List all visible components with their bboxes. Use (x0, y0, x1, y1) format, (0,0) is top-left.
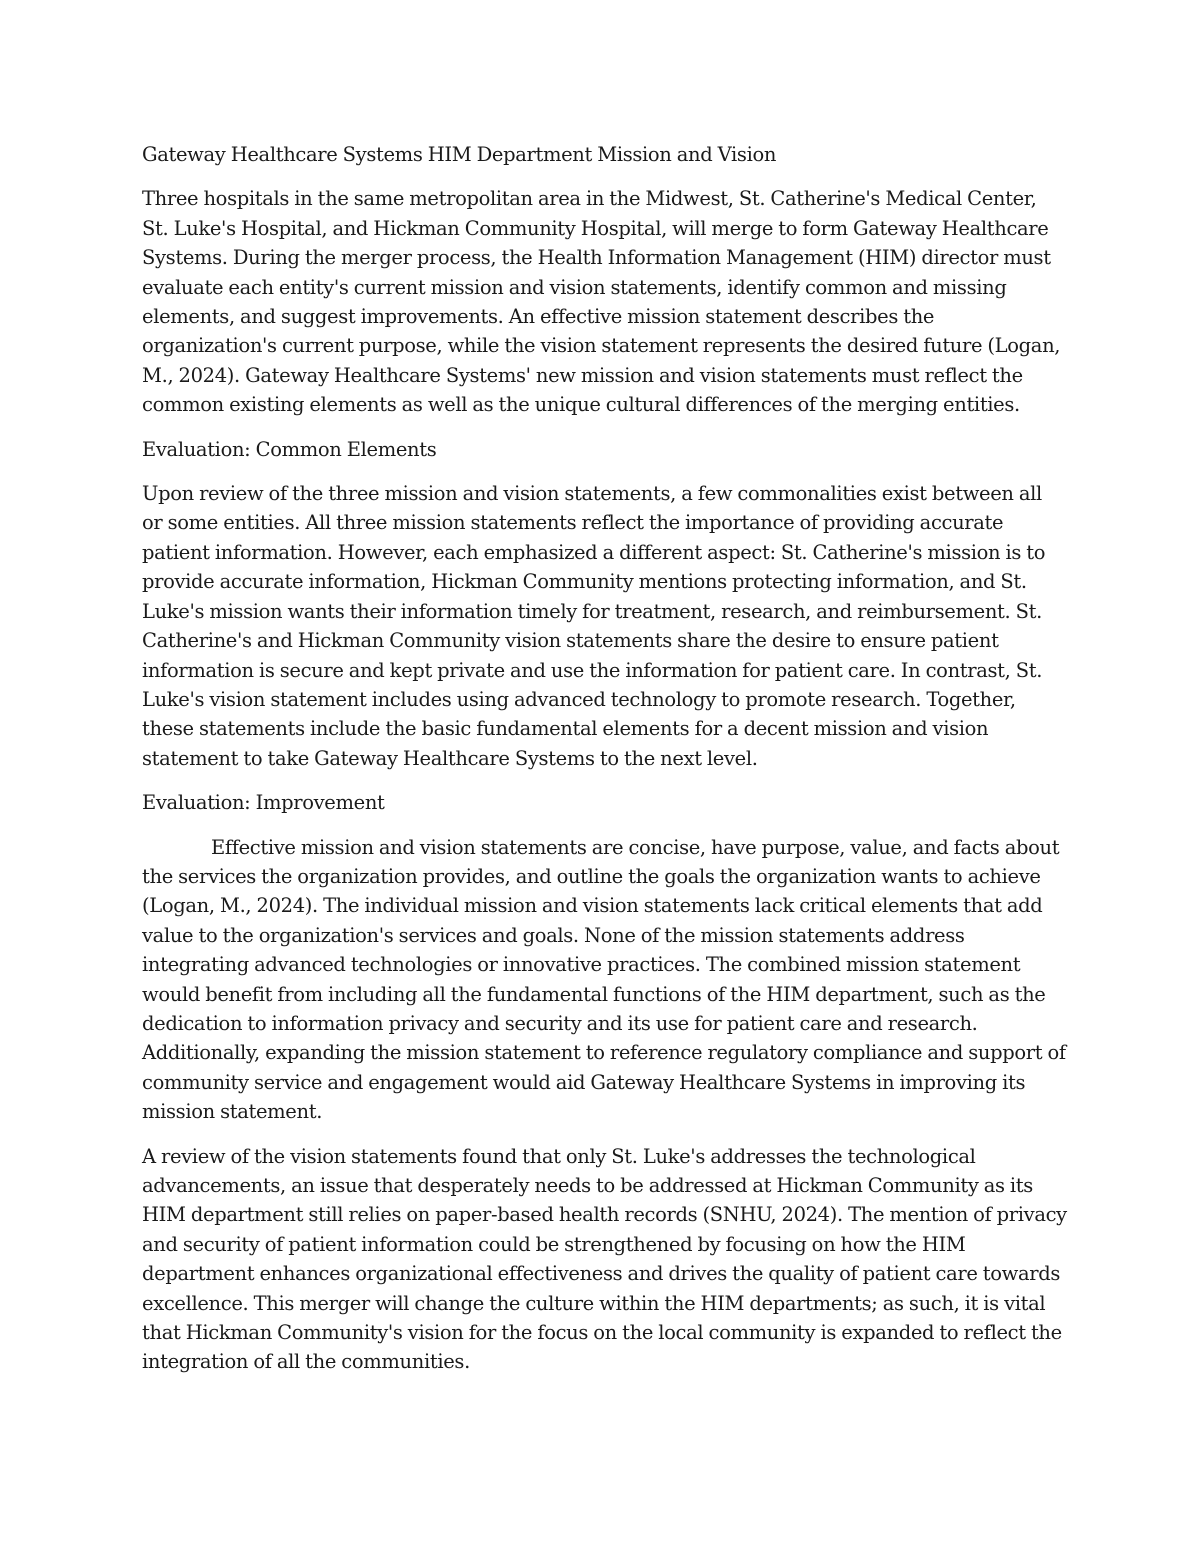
document-title: Gateway Healthcare Systems HIM Department Mission and Vision (142, 143, 777, 166)
improvement-paragraph-1: Effective mission and vision statements are concise, have purpose, value, and facts about the services the organization provides, and outline the goals the organization wants to achieve (Logan, M., 2024). The individual mission and vision statements lack critical elements that add value to the organization's services and goals. None of the mission statements address integrating advanced technologies or innovative practices. The combined mission statement would benefit from including all the fundamental functions of the HIM department, such as the dedication to information privacy and security and its use for patient care and research. Additionally, expanding the mission statement to reference regulatory compliance and support of community service and engagement would aid Gateway Healthcare Systems in improving its mission statement. (142, 835, 1066, 1124)
document-page (142, 140, 1067, 1392)
section-heading-common-elements: Evaluation: Common Elements (142, 437, 437, 461)
improvement-paragraph-2: A review of the vision statements found that only St. Luke's addresses the technological advancements, an issue that desperately needs to be addressed at Hickman Community as its HIM department still relies on paper-based health records (SNHU, 2024). The mention of privacy and security of patient information could be strengthened by focusing on how the HIM department enhances organizational effectiveness and drives the quality of patient care towards excellence. This merger will change the culture within the HIM departments; as such, it is vital that Hickman Community's vision for the focus on the local community is expanded to reflect the integration of all the communities. (142, 1144, 1067, 1374)
intro-paragraph: Three hospitals in the same metropolitan area in the Midwest, St. Catherine's Medical Center, St. Luke's Hospital, and Hickman Community Hospital, will merge to form Gateway Healthcare Systems. During the merger process, the Health Information Management (HIM) director must evaluate each entity's current mission and vision statements, identify common and missing elements, and suggest improvements. An effective mission statement describes the organization's current purpose, while the vision statement represents the desired future (Logan, M., 2024). Gateway Healthcare Systems' new mission and vision statements must reflect the common existing elements as well as the unique cultural differences of the merging entities. (142, 187, 1061, 417)
common-elements-paragraph: Upon review of the three mission and vision statements, a few commonalities exist between all or some entities. All three mission statements reflect the importance of providing accurate patient information. However, each emphasized a different aspect: St. Catherine's mission is to provide accurate information, Hickman Community mentions protecting information, and St. Luke's mission wants their information timely for treatment, research, and reimbursement. St. Catherine's and Hickman Community vision statements share the desire to ensure patient information is secure and kept private and use the information for patient care. In contrast, St. Luke's vision statement includes using advanced technology to promote research. Together, these statements include the basic fundamental elements for a decent mission and vision statement to take Gateway Healthcare Systems to the next level. (142, 482, 1046, 770)
section-heading-improvement: Evaluation: Improvement (142, 791, 385, 815)
